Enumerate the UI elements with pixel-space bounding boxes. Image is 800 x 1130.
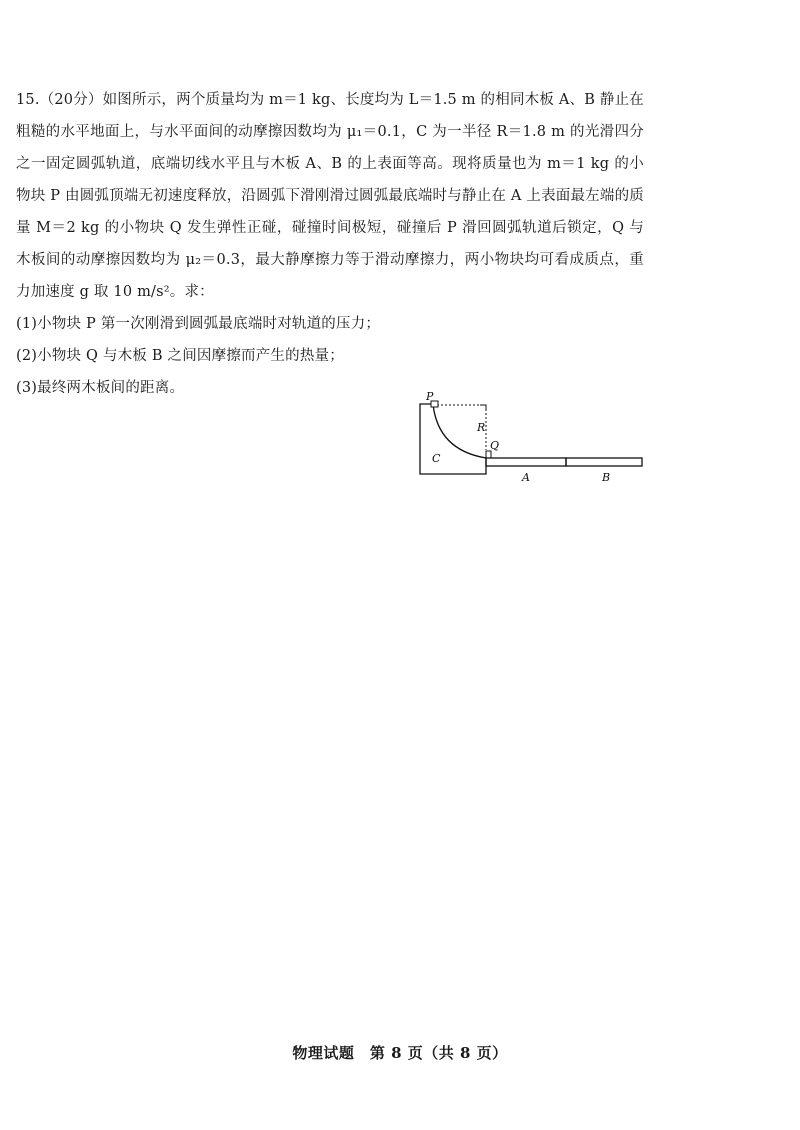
diagram-svg [418,388,650,488]
label-q: Q [490,439,500,452]
problem-stem: 15.（20分）如图所示，两个质量均为 m＝1 kg、长度均为 L＝1.5 m 的相同木板 A、B 静止在粗糙的水平地面上，与水平面间的动摩擦因数均为 μ₁＝0.1，C 为一半径 R＝1.8 m 的光滑四分之一固定圆弧轨道，底端切线水平且与木板 A、B 的上表面等高。现将质量也为 m＝1 kg 的小物块 P 由圆弧顶端无初速度释放，沿圆弧下滑刚滑过圆弧最底端时与静止在 A 上表面最左端的质量 M＝2 kg 的小物块 Q 发生弹性正碰，碰撞时间极短，碰撞后 P 滑回圆弧轨道后锁定，Q 与木板间的动摩擦因数均为 μ₂＝0.3，最大静摩擦力等于滑动摩擦力，两小物块均可看成质点，重力加速度 g 取 10 m/s²。求： [16,92,644,300]
label-p: P [426,390,434,403]
label-b: B [602,471,611,484]
block-q [486,451,491,458]
arc-track-c [420,404,486,474]
problem-15 [16,84,644,404]
question-2: (2)小物块 Q 与木板 B 之间因摩擦而产生的热量； [16,348,344,364]
board-a [486,458,566,466]
page-footer: 物理试题 第 8 页（共 8 页） [292,1044,508,1062]
label-r: R [477,421,486,434]
label-c: C [432,452,441,465]
question-3: (3)最终两木板间的距离。 [16,380,185,396]
label-a: A [522,471,530,484]
center-corner-marker [480,405,486,411]
question-1: (1)小物块 P 第一次刚滑到圆弧最底端时对轨道的压力； [16,316,381,332]
physics-diagram [418,388,650,488]
board-b [566,458,642,466]
